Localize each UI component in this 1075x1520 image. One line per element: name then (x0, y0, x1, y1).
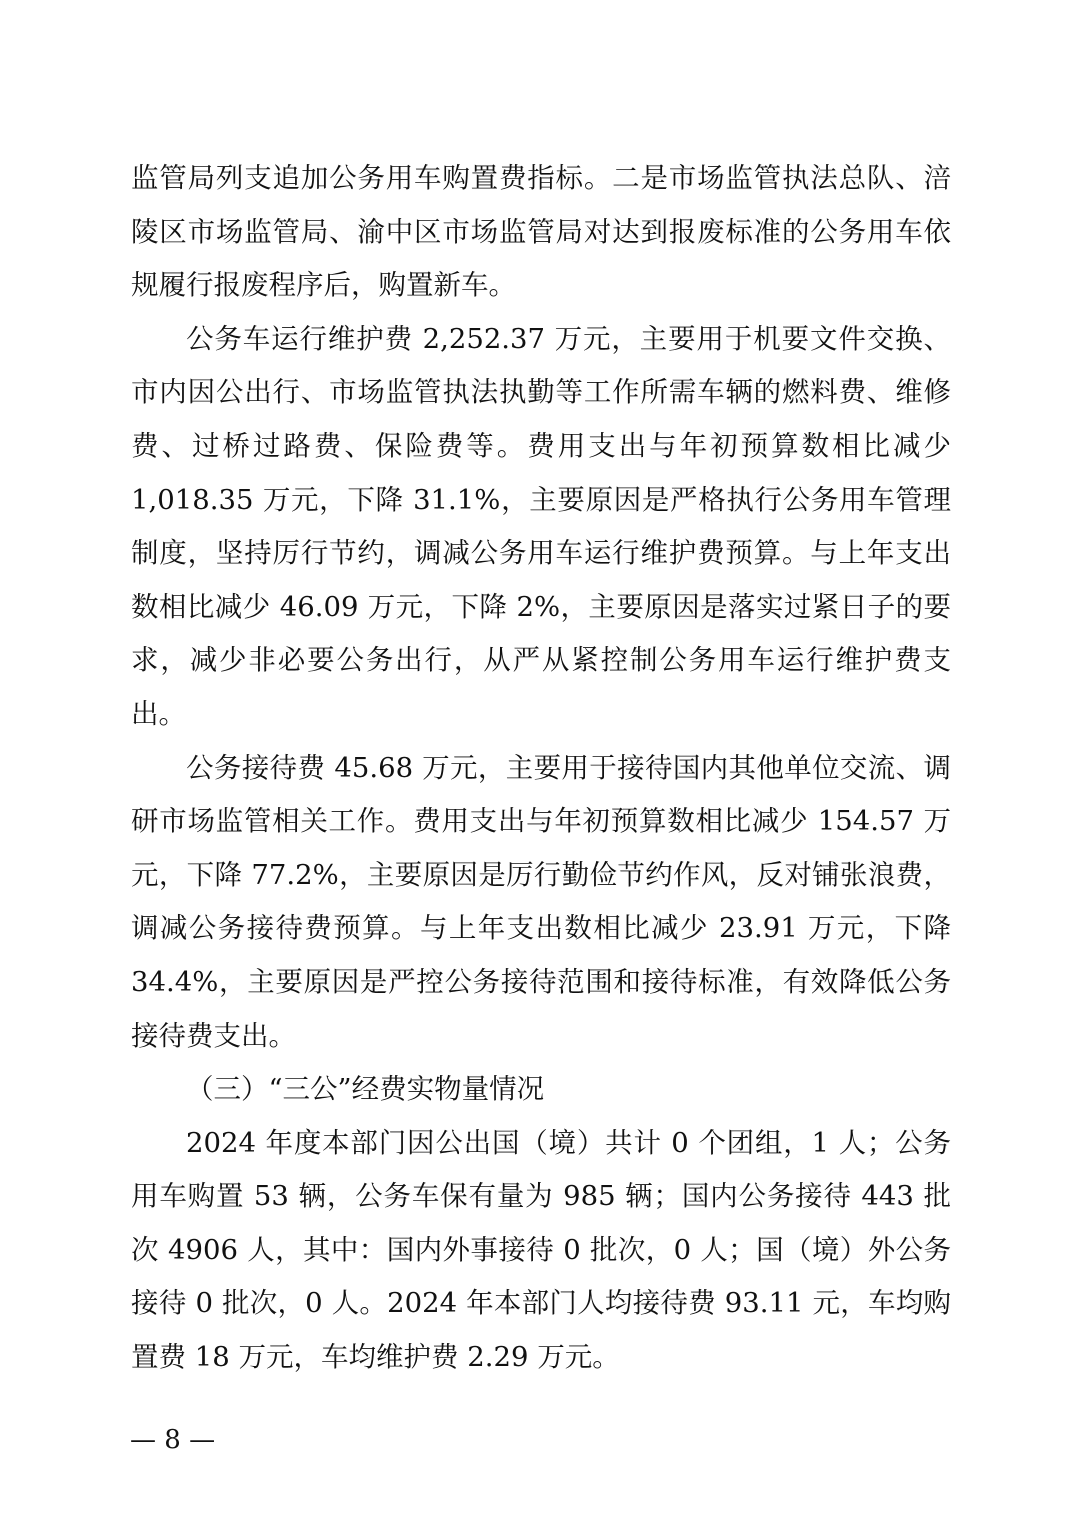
section-heading: （三）“三公”经费实物量情况 (186, 1073, 545, 1106)
paragraph-continuation: 监管局列支追加公务用车购置费指标。二是市场监管执法总队、涪陵区市场监管局、渝中区市场监管局对达到报废标准的公务用车依规履行报废程序后，购置新车。 (131, 162, 951, 302)
paragraph-vehicle-maintenance: 公务车运行维护费 2,252.37 万元，主要用于机要文件交换、市内因公出行、市场监管执法执勤等工作所需车辆的燃料费、维修费、过桥过路费、保险费等。费用支出与年初预算数相比减少 1,018.35 万元，下降 31.1%，主要原因是严格执行公务用车管理制度，坚持厉行节约，调减公务用车运行维护费预算。与上年支出数相比减少 46.09 万元，下降 2%，主要原因是落实过紧日子的要求，减少非必要公务出行，从严从紧控制公务用车运行维护费支出。 (131, 322, 951, 730)
page-number: — 8 — (130, 1425, 216, 1455)
paragraph-physical-quantity: 2024 年度本部门因公出国（境）共计 0 个团组，1 人；公务用车购置 53 辆，公务车保有量为 985 辆；国内公务接待 443 批次 4906 人，其中：国内外事接待 0 批次，0 人；国（境）外公务接待 0 批次，0 人。2024 年本部门人均接待费 93.11 元，车均购置费 18 万元，车均维护费 2.29 万元。 (131, 1126, 951, 1374)
paragraph-reception-expense: 公务接待费 45.68 万元，主要用于接待国内其他单位交流、调研市场监管相关工作。费用支出与年初预算数相比减少 154.57 万元，下降 77.2%，主要原因是厉行勤俭节约作风，反对铺张浪费，调减公务接待费预算。与上年支出数相比减少 23.91 万元，下降 34.4%，主要原因是严控公务接待范围和接待标准，有效降低公务接待费支出。 (131, 751, 951, 1052)
document-body (131, 152, 951, 1385)
